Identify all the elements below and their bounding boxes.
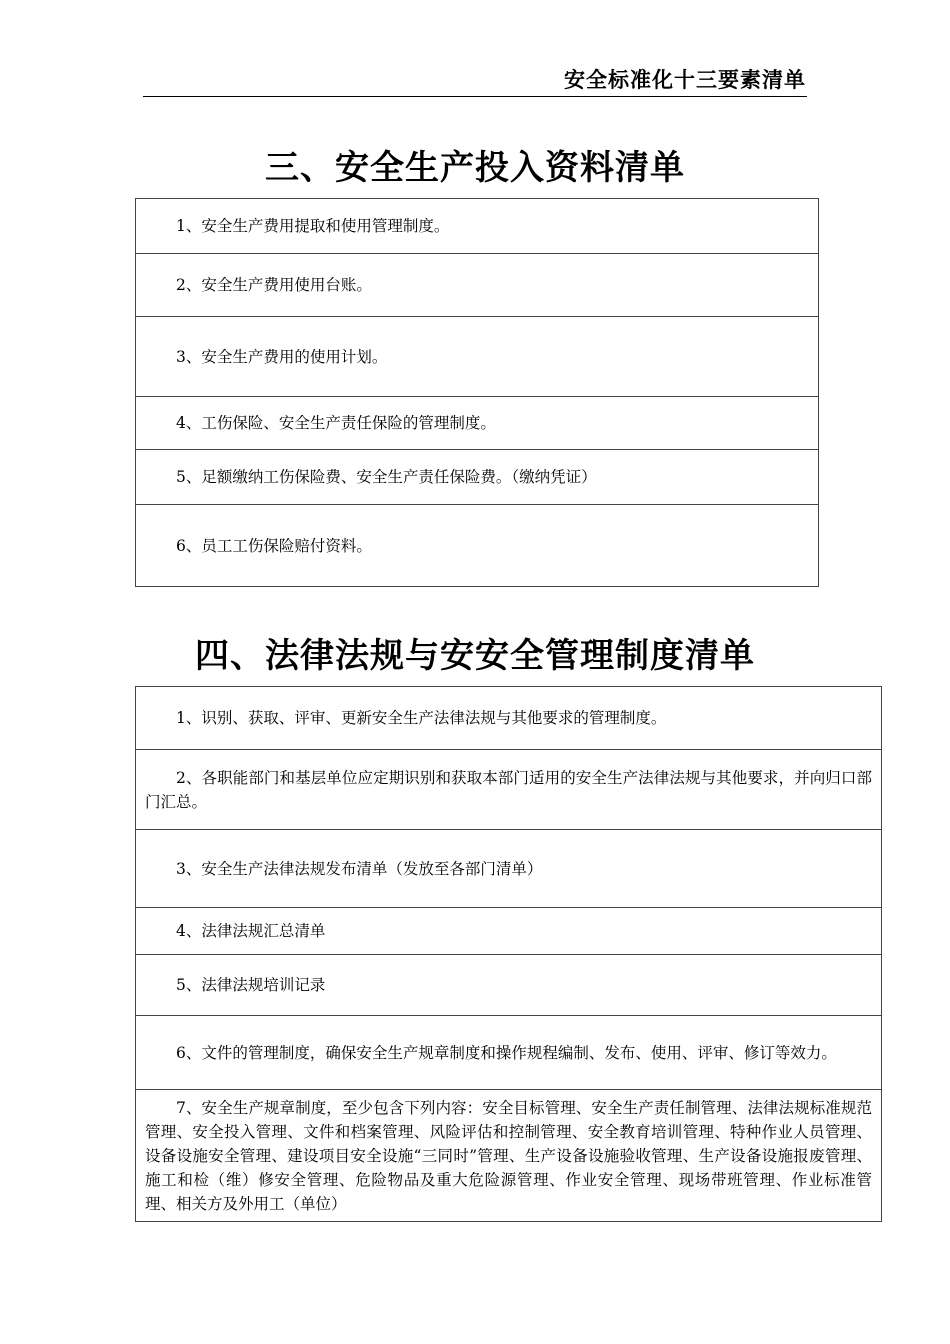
section4-table	[135, 686, 882, 1222]
header-title: 安全标准化十三要素清单	[564, 68, 806, 92]
list-item: 1、识别、获取、评审、更新安全生产法律法规与其他要求的管理制度。	[136, 687, 882, 750]
list-item: 3、安全生产费用的使用计划。	[136, 317, 819, 397]
section3-table	[135, 198, 819, 587]
section3-title: 三、安全生产投入资料清单	[265, 148, 685, 188]
list-item: 4、工伤保险、安全生产责任保险的管理制度。	[136, 397, 819, 450]
list-item: 3、安全生产法律法规发布清单（发放至各部门清单）	[136, 830, 882, 908]
header-rule	[143, 96, 807, 97]
list-item: 5、法律法规培训记录	[136, 955, 882, 1016]
table-row	[136, 955, 882, 1016]
table-row	[136, 397, 819, 450]
list-item: 2、各职能部门和基层单位应定期识别和获取本部门适用的安全生产法律法规与其他要求，并向归口部门汇总。	[136, 750, 882, 830]
table-row	[136, 908, 882, 955]
table-row	[136, 450, 819, 505]
list-item: 5、足额缴纳工伤保险费、安全生产责任保险费。（缴纳凭证）	[136, 450, 819, 505]
list-item: 4、法律法规汇总清单	[136, 908, 882, 955]
table-row	[136, 687, 882, 750]
table-row	[136, 750, 882, 830]
table-row	[136, 1016, 882, 1090]
table-row	[136, 505, 819, 587]
list-item: 1、安全生产费用提取和使用管理制度。	[136, 199, 819, 254]
table-row	[136, 1090, 882, 1222]
list-item: 6、员工工伤保险赔付资料。	[136, 505, 819, 587]
table-row	[136, 254, 819, 317]
table-row	[136, 317, 819, 397]
table-row	[136, 830, 882, 908]
section4-title: 四、法律法规与安安全管理制度清单	[195, 636, 755, 676]
list-item: 6、文件的管理制度，确保安全生产规章制度和操作规程编制、发布、使用、评审、修订等效力。	[136, 1016, 882, 1090]
table-row	[136, 199, 819, 254]
list-item: 2、安全生产费用使用台账。	[136, 254, 819, 317]
list-item: 7、安全生产规章制度，至少包含下列内容：安全目标管理、安全生产责任制管理、法律法规标准规范管理、安全投入管理、文件和档案管理、风险评估和控制管理、安全教育培训管理、特种作业人员管理、设备设施安全管理、建设项目安全设施“三同时”管理、生产设备设施验收管理、生产设备设施报废管理、施工和检（维）修安全管理、危险物品及重大危险源管理、作业安全管理、现场带班管理、作业标准管理、相关方及外用工（单位）	[136, 1090, 882, 1222]
